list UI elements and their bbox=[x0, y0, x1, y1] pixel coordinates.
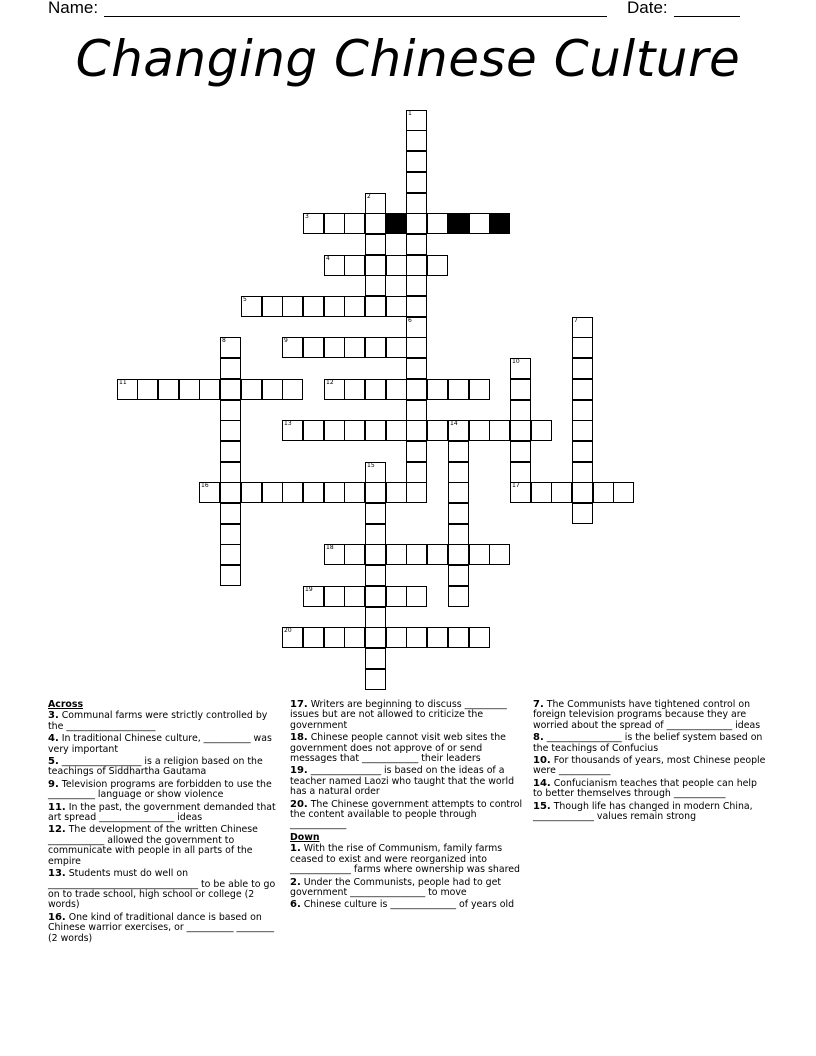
grid-cell[interactable] bbox=[593, 482, 614, 503]
grid-cell[interactable] bbox=[572, 379, 593, 400]
grid-cell[interactable] bbox=[510, 358, 531, 379]
grid-cell[interactable] bbox=[324, 586, 345, 607]
grid-cell[interactable] bbox=[510, 482, 531, 503]
grid-cell[interactable] bbox=[324, 296, 345, 317]
grid-cell[interactable] bbox=[117, 379, 138, 400]
black-square bbox=[448, 213, 469, 234]
grid-cell[interactable] bbox=[365, 213, 386, 234]
grid-cell[interactable] bbox=[344, 586, 365, 607]
clue-number: 19. bbox=[290, 765, 308, 777]
grid-cell[interactable] bbox=[262, 379, 283, 400]
clue-number: 10. bbox=[533, 755, 551, 767]
clue-item bbox=[533, 700, 769, 731]
grid-cell[interactable] bbox=[448, 420, 469, 441]
clue-number: 7. bbox=[533, 699, 544, 710]
clue-number: 4. bbox=[48, 733, 59, 745]
clue-item bbox=[290, 844, 526, 875]
grid-cell[interactable] bbox=[406, 586, 427, 607]
grid-cell[interactable] bbox=[572, 503, 593, 524]
grid-cell[interactable] bbox=[365, 669, 386, 690]
clue-number: 11 bbox=[119, 379, 127, 386]
clue-text: _______________ is based on the ideas of a teacher named Laozi who taught that the world has a natural order bbox=[290, 765, 515, 798]
clue-item bbox=[290, 800, 526, 831]
grid-cell[interactable] bbox=[179, 379, 200, 400]
grid-cell[interactable] bbox=[510, 462, 531, 483]
grid-cell[interactable] bbox=[427, 627, 448, 648]
clue-text: The Communists have tightened control on foreign television programs because they are worried about the spread of ______________ ideas bbox=[533, 699, 761, 731]
clue-text: Though life has changed in modern China, _____________ values remain strong bbox=[533, 800, 753, 823]
clue-number: 12 bbox=[326, 379, 334, 386]
grid-cell[interactable] bbox=[303, 296, 324, 317]
clue-text: Chinese people cannot visit web sites the government does not approve of or send messages that ____________ their leaders bbox=[290, 732, 506, 765]
grid-cell[interactable] bbox=[324, 379, 345, 400]
grid-cell[interactable] bbox=[365, 482, 386, 503]
clue-number: 8 bbox=[222, 337, 226, 344]
grid-cell[interactable] bbox=[531, 420, 552, 441]
grid-cell[interactable] bbox=[510, 379, 531, 400]
grid-cell[interactable] bbox=[365, 586, 386, 607]
clue-text: Television programs are forbidden to use the __________ language or show violence bbox=[48, 778, 272, 801]
grid-cell[interactable] bbox=[448, 544, 469, 565]
grid-cell[interactable] bbox=[365, 275, 386, 296]
name-label: Name: bbox=[48, 0, 99, 17]
grid-cell[interactable] bbox=[489, 420, 510, 441]
grid-cell[interactable] bbox=[427, 255, 448, 276]
grid-cell[interactable] bbox=[324, 482, 345, 503]
grid-cell[interactable] bbox=[365, 379, 386, 400]
clue-item bbox=[48, 780, 280, 801]
grid-cell[interactable] bbox=[448, 462, 469, 483]
grid-cell[interactable] bbox=[510, 420, 531, 441]
clue-number: 11. bbox=[48, 801, 66, 813]
clue-text: The development of the written Chinese ____________ allowed the government to communicate with people in all parts of the empire bbox=[48, 824, 258, 867]
grid-cell[interactable] bbox=[365, 607, 386, 628]
grid-cell[interactable] bbox=[386, 379, 407, 400]
clue-text: Confucianism teaches that people can help to better themselves through ___________ bbox=[533, 777, 757, 800]
grid-cell[interactable] bbox=[406, 544, 427, 565]
clue-item bbox=[48, 711, 280, 732]
grid-cell[interactable] bbox=[448, 565, 469, 586]
grid-cell[interactable] bbox=[220, 524, 241, 545]
grid-cell[interactable] bbox=[324, 337, 345, 358]
grid-cell[interactable] bbox=[406, 296, 427, 317]
grid-cell[interactable] bbox=[282, 337, 303, 358]
clue-item bbox=[48, 803, 280, 824]
clue-number: 3 bbox=[305, 213, 309, 220]
grid-cell[interactable] bbox=[365, 503, 386, 524]
grid-cell[interactable] bbox=[572, 441, 593, 462]
grid-cell[interactable] bbox=[386, 482, 407, 503]
grid-cell[interactable] bbox=[427, 379, 448, 400]
clue-number: 18 bbox=[326, 544, 334, 551]
grid-cell[interactable] bbox=[220, 565, 241, 586]
clues-column-2 bbox=[290, 700, 526, 913]
clue-text: The Chinese government attempts to control the content available to people through ____________ bbox=[290, 798, 523, 831]
grid-cell[interactable] bbox=[303, 337, 324, 358]
grid-cell[interactable] bbox=[489, 544, 510, 565]
grid-cell[interactable] bbox=[469, 420, 490, 441]
grid-cell[interactable] bbox=[344, 544, 365, 565]
grid-cell[interactable] bbox=[324, 255, 345, 276]
grid-cell[interactable] bbox=[220, 503, 241, 524]
grid-cell[interactable] bbox=[220, 462, 241, 483]
clue-number: 1. bbox=[290, 843, 301, 855]
grid-cell[interactable] bbox=[324, 213, 345, 234]
down-heading: Down bbox=[290, 831, 320, 843]
clue-item bbox=[48, 869, 280, 911]
clue-number: 5. bbox=[48, 756, 59, 768]
grid-cell[interactable] bbox=[365, 524, 386, 545]
grid-cell[interactable] bbox=[282, 420, 303, 441]
grid-cell[interactable] bbox=[406, 110, 427, 131]
grid-cell[interactable] bbox=[572, 358, 593, 379]
clue-number: 13 bbox=[284, 420, 292, 427]
clue-number: 9 bbox=[284, 337, 288, 344]
grid-cell[interactable] bbox=[448, 441, 469, 462]
grid-cell[interactable] bbox=[406, 151, 427, 172]
grid-cell[interactable] bbox=[324, 627, 345, 648]
grid-cell[interactable] bbox=[406, 400, 427, 421]
clue-number: 5 bbox=[243, 296, 247, 303]
grid-cell[interactable] bbox=[365, 296, 386, 317]
clue-item bbox=[533, 756, 769, 777]
grid-cell[interactable] bbox=[469, 544, 490, 565]
grid-cell[interactable] bbox=[386, 420, 407, 441]
grid-cell[interactable] bbox=[406, 234, 427, 255]
grid-cell[interactable] bbox=[572, 337, 593, 358]
grid-cell[interactable] bbox=[406, 255, 427, 276]
clue-item bbox=[290, 878, 526, 899]
grid-cell[interactable] bbox=[303, 213, 324, 234]
clue-number: 19 bbox=[305, 586, 313, 593]
grid-cell[interactable] bbox=[241, 379, 262, 400]
clue-number: 12. bbox=[48, 824, 66, 836]
clue-item bbox=[48, 734, 280, 755]
grid-cell[interactable] bbox=[303, 586, 324, 607]
clue-text: Chinese culture is ______________ of years old bbox=[300, 899, 515, 911]
black-square bbox=[489, 213, 510, 234]
grid-cell[interactable] bbox=[365, 193, 386, 214]
grid-cell[interactable] bbox=[365, 565, 386, 586]
clue-number: 7 bbox=[574, 317, 578, 324]
grid-cell[interactable] bbox=[344, 379, 365, 400]
grid-cell[interactable] bbox=[241, 482, 262, 503]
grid-cell[interactable] bbox=[386, 586, 407, 607]
grid-cell[interactable] bbox=[406, 482, 427, 503]
clues-column-3 bbox=[533, 700, 769, 824]
clue-text: Communal farms were strictly controlled by the ___________________ bbox=[48, 710, 268, 732]
grid-cell[interactable] bbox=[448, 482, 469, 503]
clue-number: 14. bbox=[533, 777, 551, 789]
grid-cell[interactable] bbox=[406, 193, 427, 214]
grid-cell[interactable] bbox=[427, 420, 448, 441]
clue-number: 9. bbox=[48, 778, 59, 790]
grid-cell[interactable] bbox=[572, 482, 593, 503]
grid-cell[interactable] bbox=[448, 586, 469, 607]
clue-number: 16. bbox=[48, 911, 66, 923]
clue-text: ________________ is the belief system based on the teachings of Confucius bbox=[533, 732, 763, 754]
grid-cell[interactable] bbox=[262, 296, 283, 317]
clue-text: _________________ is a religion based on the teachings of Siddhartha Gautama bbox=[48, 756, 263, 778]
grid-cell[interactable] bbox=[220, 420, 241, 441]
grid-cell[interactable] bbox=[199, 379, 220, 400]
page-title: Changing Chinese Culture bbox=[75, 30, 741, 88]
clue-item bbox=[290, 733, 526, 764]
grid-cell[interactable] bbox=[572, 462, 593, 483]
across-heading: Across bbox=[48, 699, 84, 710]
grid-cell[interactable] bbox=[510, 441, 531, 462]
clue-text: Students must do well on ________________________________ to be able to go on to trade school, high school or college (2 words) bbox=[48, 868, 276, 911]
clue-number: 1 bbox=[408, 110, 412, 117]
grid-cell[interactable] bbox=[344, 255, 365, 276]
grid-cell[interactable] bbox=[282, 296, 303, 317]
grid-cell[interactable] bbox=[220, 544, 241, 565]
grid-cell[interactable] bbox=[282, 482, 303, 503]
grid-cell[interactable] bbox=[406, 275, 427, 296]
grid-cell[interactable] bbox=[406, 337, 427, 358]
clue-number: 3. bbox=[48, 710, 59, 722]
grid-cell[interactable] bbox=[613, 482, 634, 503]
grid-cell[interactable] bbox=[199, 482, 220, 503]
clue-number: 16 bbox=[201, 482, 209, 489]
clue-number: 6 bbox=[408, 317, 412, 324]
clues-column-1 bbox=[48, 700, 280, 946]
clue-text: One kind of traditional dance is based on Chinese warrior exercises, or __________ ________ (2 words) bbox=[48, 911, 275, 944]
clue-item bbox=[533, 779, 769, 800]
grid-cell[interactable] bbox=[386, 627, 407, 648]
grid-cell[interactable] bbox=[448, 524, 469, 545]
clue-item bbox=[48, 825, 280, 867]
grid-cell[interactable] bbox=[406, 420, 427, 441]
clue-text: Writers are beginning to discuss _________ issues but are not allowed to criticize the government bbox=[290, 699, 507, 731]
clue-number: 4 bbox=[326, 255, 330, 262]
clue-number: 15. bbox=[533, 800, 551, 812]
grid-cell[interactable] bbox=[137, 379, 158, 400]
grid-cell[interactable] bbox=[551, 482, 572, 503]
grid-cell[interactable] bbox=[220, 482, 241, 503]
black-square bbox=[386, 213, 407, 234]
grid-cell[interactable] bbox=[344, 420, 365, 441]
clue-number: 17. bbox=[290, 699, 308, 710]
grid-cell[interactable] bbox=[262, 482, 283, 503]
grid-cell[interactable] bbox=[220, 379, 241, 400]
clue-item bbox=[533, 733, 769, 754]
grid-cell[interactable] bbox=[220, 441, 241, 462]
clue-item bbox=[290, 766, 526, 797]
clue-number: 8. bbox=[533, 732, 544, 744]
grid-cell[interactable] bbox=[572, 420, 593, 441]
grid-cell[interactable] bbox=[365, 255, 386, 276]
grid-cell[interactable] bbox=[220, 337, 241, 358]
clue-text: For thousands of years, most Chinese people were ___________ bbox=[533, 755, 766, 777]
grid-cell[interactable] bbox=[469, 379, 490, 400]
grid-cell[interactable] bbox=[531, 482, 552, 503]
grid-cell[interactable] bbox=[386, 544, 407, 565]
grid-cell[interactable] bbox=[469, 627, 490, 648]
grid-cell[interactable] bbox=[324, 420, 345, 441]
grid-cell[interactable] bbox=[220, 400, 241, 421]
grid-cell[interactable] bbox=[386, 337, 407, 358]
clue-number: 15 bbox=[367, 462, 375, 469]
grid-cell[interactable] bbox=[344, 213, 365, 234]
clue-item bbox=[48, 913, 280, 944]
grid-cell[interactable] bbox=[572, 400, 593, 421]
grid-cell[interactable] bbox=[406, 462, 427, 483]
grid-cell[interactable] bbox=[406, 441, 427, 462]
grid-cell[interactable] bbox=[303, 627, 324, 648]
grid-cell[interactable] bbox=[303, 482, 324, 503]
grid-cell[interactable] bbox=[406, 358, 427, 379]
grid-cell[interactable] bbox=[386, 296, 407, 317]
grid-cell[interactable] bbox=[510, 400, 531, 421]
clue-item bbox=[290, 900, 526, 910]
clue-number: 10 bbox=[512, 358, 520, 365]
grid-cell[interactable] bbox=[572, 317, 593, 338]
clue-number: 13. bbox=[48, 868, 66, 880]
clue-number: 18. bbox=[290, 732, 308, 744]
grid-cell[interactable] bbox=[448, 379, 469, 400]
grid-cell[interactable] bbox=[386, 255, 407, 276]
clue-text: In the past, the government demanded that art spread ________________ ideas bbox=[48, 801, 276, 824]
grid-cell[interactable] bbox=[365, 337, 386, 358]
grid-cell[interactable] bbox=[220, 358, 241, 379]
clue-number: 17 bbox=[512, 482, 520, 489]
grid-cell[interactable] bbox=[344, 337, 365, 358]
grid-cell[interactable] bbox=[406, 213, 427, 234]
grid-cell[interactable] bbox=[469, 213, 490, 234]
grid-cell[interactable] bbox=[406, 627, 427, 648]
clue-text: With the rise of Communism, family farms ceased to exist and were reorganized into _____________ farms where ownership was shared bbox=[290, 843, 520, 876]
grid-cell[interactable] bbox=[406, 172, 427, 193]
grid-cell[interactable] bbox=[448, 503, 469, 524]
clue-text: Under the Communists, people had to get government ________________ to move bbox=[290, 876, 502, 898]
grid-cell[interactable] bbox=[344, 627, 365, 648]
grid-cell[interactable] bbox=[324, 544, 345, 565]
date-label: Date: bbox=[627, 0, 668, 17]
clue-item bbox=[48, 757, 280, 778]
clue-number: 20 bbox=[284, 627, 292, 634]
clue-item bbox=[290, 700, 526, 731]
grid-cell[interactable] bbox=[158, 379, 179, 400]
grid-cell[interactable] bbox=[448, 627, 469, 648]
grid-cell[interactable] bbox=[406, 379, 427, 400]
clue-text: In traditional Chinese culture, __________ was very important bbox=[48, 733, 272, 755]
grid-cell[interactable] bbox=[406, 130, 427, 151]
grid-cell[interactable] bbox=[427, 213, 448, 234]
grid-cell[interactable] bbox=[365, 648, 386, 669]
clue-number: 2. bbox=[290, 876, 301, 888]
grid-cell[interactable] bbox=[365, 234, 386, 255]
grid-cell[interactable] bbox=[365, 462, 386, 483]
grid-cell[interactable] bbox=[365, 627, 386, 648]
clue-item bbox=[533, 802, 769, 823]
clue-number: 20. bbox=[290, 798, 308, 810]
clue-number: 14 bbox=[450, 420, 458, 427]
grid-cell[interactable] bbox=[365, 420, 386, 441]
grid-cell[interactable] bbox=[303, 420, 324, 441]
grid-cell[interactable] bbox=[282, 379, 303, 400]
grid-cell[interactable] bbox=[282, 627, 303, 648]
grid-cell[interactable] bbox=[365, 544, 386, 565]
clue-number: 2 bbox=[367, 193, 371, 200]
grid-cell[interactable] bbox=[344, 482, 365, 503]
grid-cell[interactable] bbox=[344, 296, 365, 317]
grid-cell[interactable] bbox=[427, 544, 448, 565]
grid-cell[interactable] bbox=[406, 317, 427, 338]
clue-number: 6. bbox=[290, 899, 301, 911]
grid-cell[interactable] bbox=[241, 296, 262, 317]
